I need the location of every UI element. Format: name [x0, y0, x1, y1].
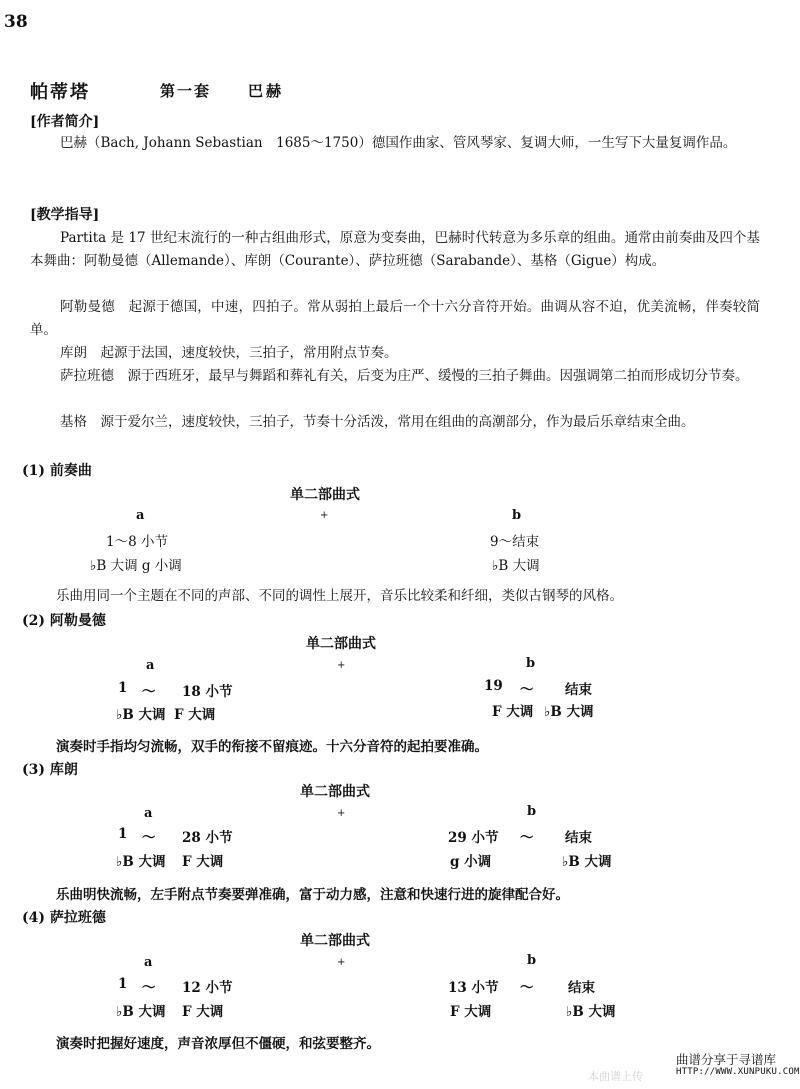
section-b-end: 结束 [565, 682, 592, 698]
section-a-tilde: ～ [142, 980, 156, 996]
composer-name: 巴赫 [248, 82, 285, 100]
dance-name: 基格 [60, 414, 87, 430]
section-a-tilde: ～ [142, 684, 156, 700]
section-b-start: 19 [484, 678, 503, 694]
section-a-start: 1 [118, 976, 128, 992]
plus-sign: + [337, 660, 346, 671]
dance-text: 起源于法国，速度较快，三拍子，常用附点节奏。 [100, 345, 398, 361]
section-a-tilde: ～ [142, 830, 156, 846]
section-a-end: 28 小节 [182, 830, 233, 846]
section-b-start: 29 小节 [448, 830, 499, 846]
section-a-key1: ♭B 大调 [116, 854, 166, 870]
dance-allemande [30, 296, 760, 342]
section-a-key1: ♭B 大调 [116, 707, 166, 723]
author-heading: [作者简介] [30, 114, 100, 130]
plus-sign: + [337, 957, 346, 968]
movement-note: 演奏时手指均匀流畅，双手的衔接不留痕迹。十六分音符的起拍要准确。 [56, 739, 488, 755]
section-b-label: b [527, 804, 537, 819]
movement-note: 演奏时把握好速度，声音浓厚但不僵硬，和弦要整齐。 [56, 1036, 380, 1052]
section-b-tilde: ～ [520, 980, 534, 996]
section-a-key1: ♭B 大调 [116, 1004, 166, 1020]
dance-name: 阿勒曼德 [60, 299, 115, 315]
section-b-tilde: ～ [520, 682, 534, 698]
section-a-label: a [146, 658, 155, 673]
section-a-start: 1 [118, 680, 128, 696]
section-a-label: a [144, 955, 153, 970]
watermark-text: 本曲谱上传 [588, 1070, 643, 1083]
dance-gigue [30, 411, 760, 434]
section-a-label: a [144, 806, 153, 821]
section-b-range: 9～结束 [490, 534, 540, 550]
section-b-end: 结束 [568, 980, 595, 996]
section-b-keys: ♭B 大调 [492, 558, 540, 574]
section-a-range: 1～8 小节 [106, 534, 168, 550]
section-a-key2: F 大调 [182, 854, 224, 870]
dance-name: 库朗 [60, 345, 87, 361]
section-b-key1: F 大调 [450, 1004, 492, 1020]
suite-number: 第一套 [160, 82, 212, 100]
section-a-label: a [136, 508, 145, 523]
section-b-start: 13 小节 [448, 980, 499, 996]
form-title: 单二部曲式 [300, 933, 370, 949]
section-b-key1: g 小调 [450, 854, 492, 870]
page-number: 38 [4, 12, 28, 32]
guidance-heading: [教学指导] [30, 207, 100, 223]
movement-note: 乐曲明快流畅，左手附点节奏要弹准确，富于动力感，注意和快速行进的旋律配合好。 [56, 887, 569, 903]
guidance-intro: Partita 是 17 世纪末流行的一种古组曲形式，原意为变奏曲，巴赫时代转意为多乐章的组曲。通常由前奏曲及四个基本舞曲：阿勒曼德（Allemande）、库朗（Courante）、萨拉班德（Sarabande）、基格（Gigue）构成。 [30, 230, 760, 269]
section-a-end: 12 小节 [182, 980, 233, 996]
plus-sign: + [337, 808, 346, 819]
dance-courante [30, 342, 760, 365]
section-b-key2: ♭B 大调 [562, 854, 612, 870]
dance-sarabande [30, 365, 760, 388]
site-name: 曲谱分享于寻谱库 [676, 1052, 777, 1067]
plus-sign: + [320, 510, 329, 521]
dance-text: 起源于德国，中速，四拍子。常从弱拍上最后一个十六分音符开始。曲调从容不迫，优美流畅，伴奏较简单。 [30, 299, 761, 338]
section-a-key2: F 大调 [182, 1004, 224, 1020]
movement-label: (1) 前奏曲 [22, 463, 92, 479]
section-a-key2: F 大调 [174, 707, 216, 723]
section-b-key2: ♭B 大调 [566, 1004, 616, 1020]
section-b-tilde: ～ [520, 830, 534, 846]
section-a-start: 1 [118, 826, 128, 842]
movement-label: (2) 阿勒曼德 [22, 613, 106, 629]
site-url[interactable]: HTTP://WWW.XUNPUKU.COM [676, 1067, 800, 1077]
section-a-end: 18 小节 [182, 684, 233, 700]
dance-text: 源于爱尔兰，速度较快，三拍子，节奏十分活泼，常用在组曲的高潮部分，作为最后乐章结束全曲。 [100, 414, 695, 430]
movement-label: (4) 萨拉班德 [22, 910, 106, 926]
dance-text: 源于西班牙，最早与舞蹈和葬礼有关，后变为庄严、缓慢的三拍子舞曲。因强调第二拍而形成切分节奏。 [127, 368, 749, 384]
section-a-keys: ♭B 大调 g 小调 [90, 558, 182, 574]
form-title: 单二部曲式 [306, 636, 376, 652]
piece-title: 帕蒂塔 [30, 82, 90, 103]
section-b-key1: F 大调 [492, 704, 534, 720]
movement-label: (3) 库朗 [22, 762, 78, 778]
movement-note: 乐曲用同一个主题在不同的声部、不同的调性上展开，音乐比较柔和纤细，类似古钢琴的风格。 [56, 588, 623, 604]
form-title: 单二部曲式 [300, 784, 370, 800]
form-title: 单二部曲式 [290, 487, 360, 503]
section-b-label: b [512, 508, 522, 523]
section-b-key2: ♭B 大调 [544, 704, 594, 720]
section-b-label: b [526, 656, 536, 671]
section-b-end: 结束 [565, 830, 592, 846]
section-b-label: b [527, 953, 537, 968]
author-text: 巴赫（Bach, Johann Sebastian 1685～1750）德国作曲家、管风琴家、复调大师，一生写下大量复调作品。 [60, 135, 737, 151]
dance-name: 萨拉班德 [60, 368, 114, 384]
